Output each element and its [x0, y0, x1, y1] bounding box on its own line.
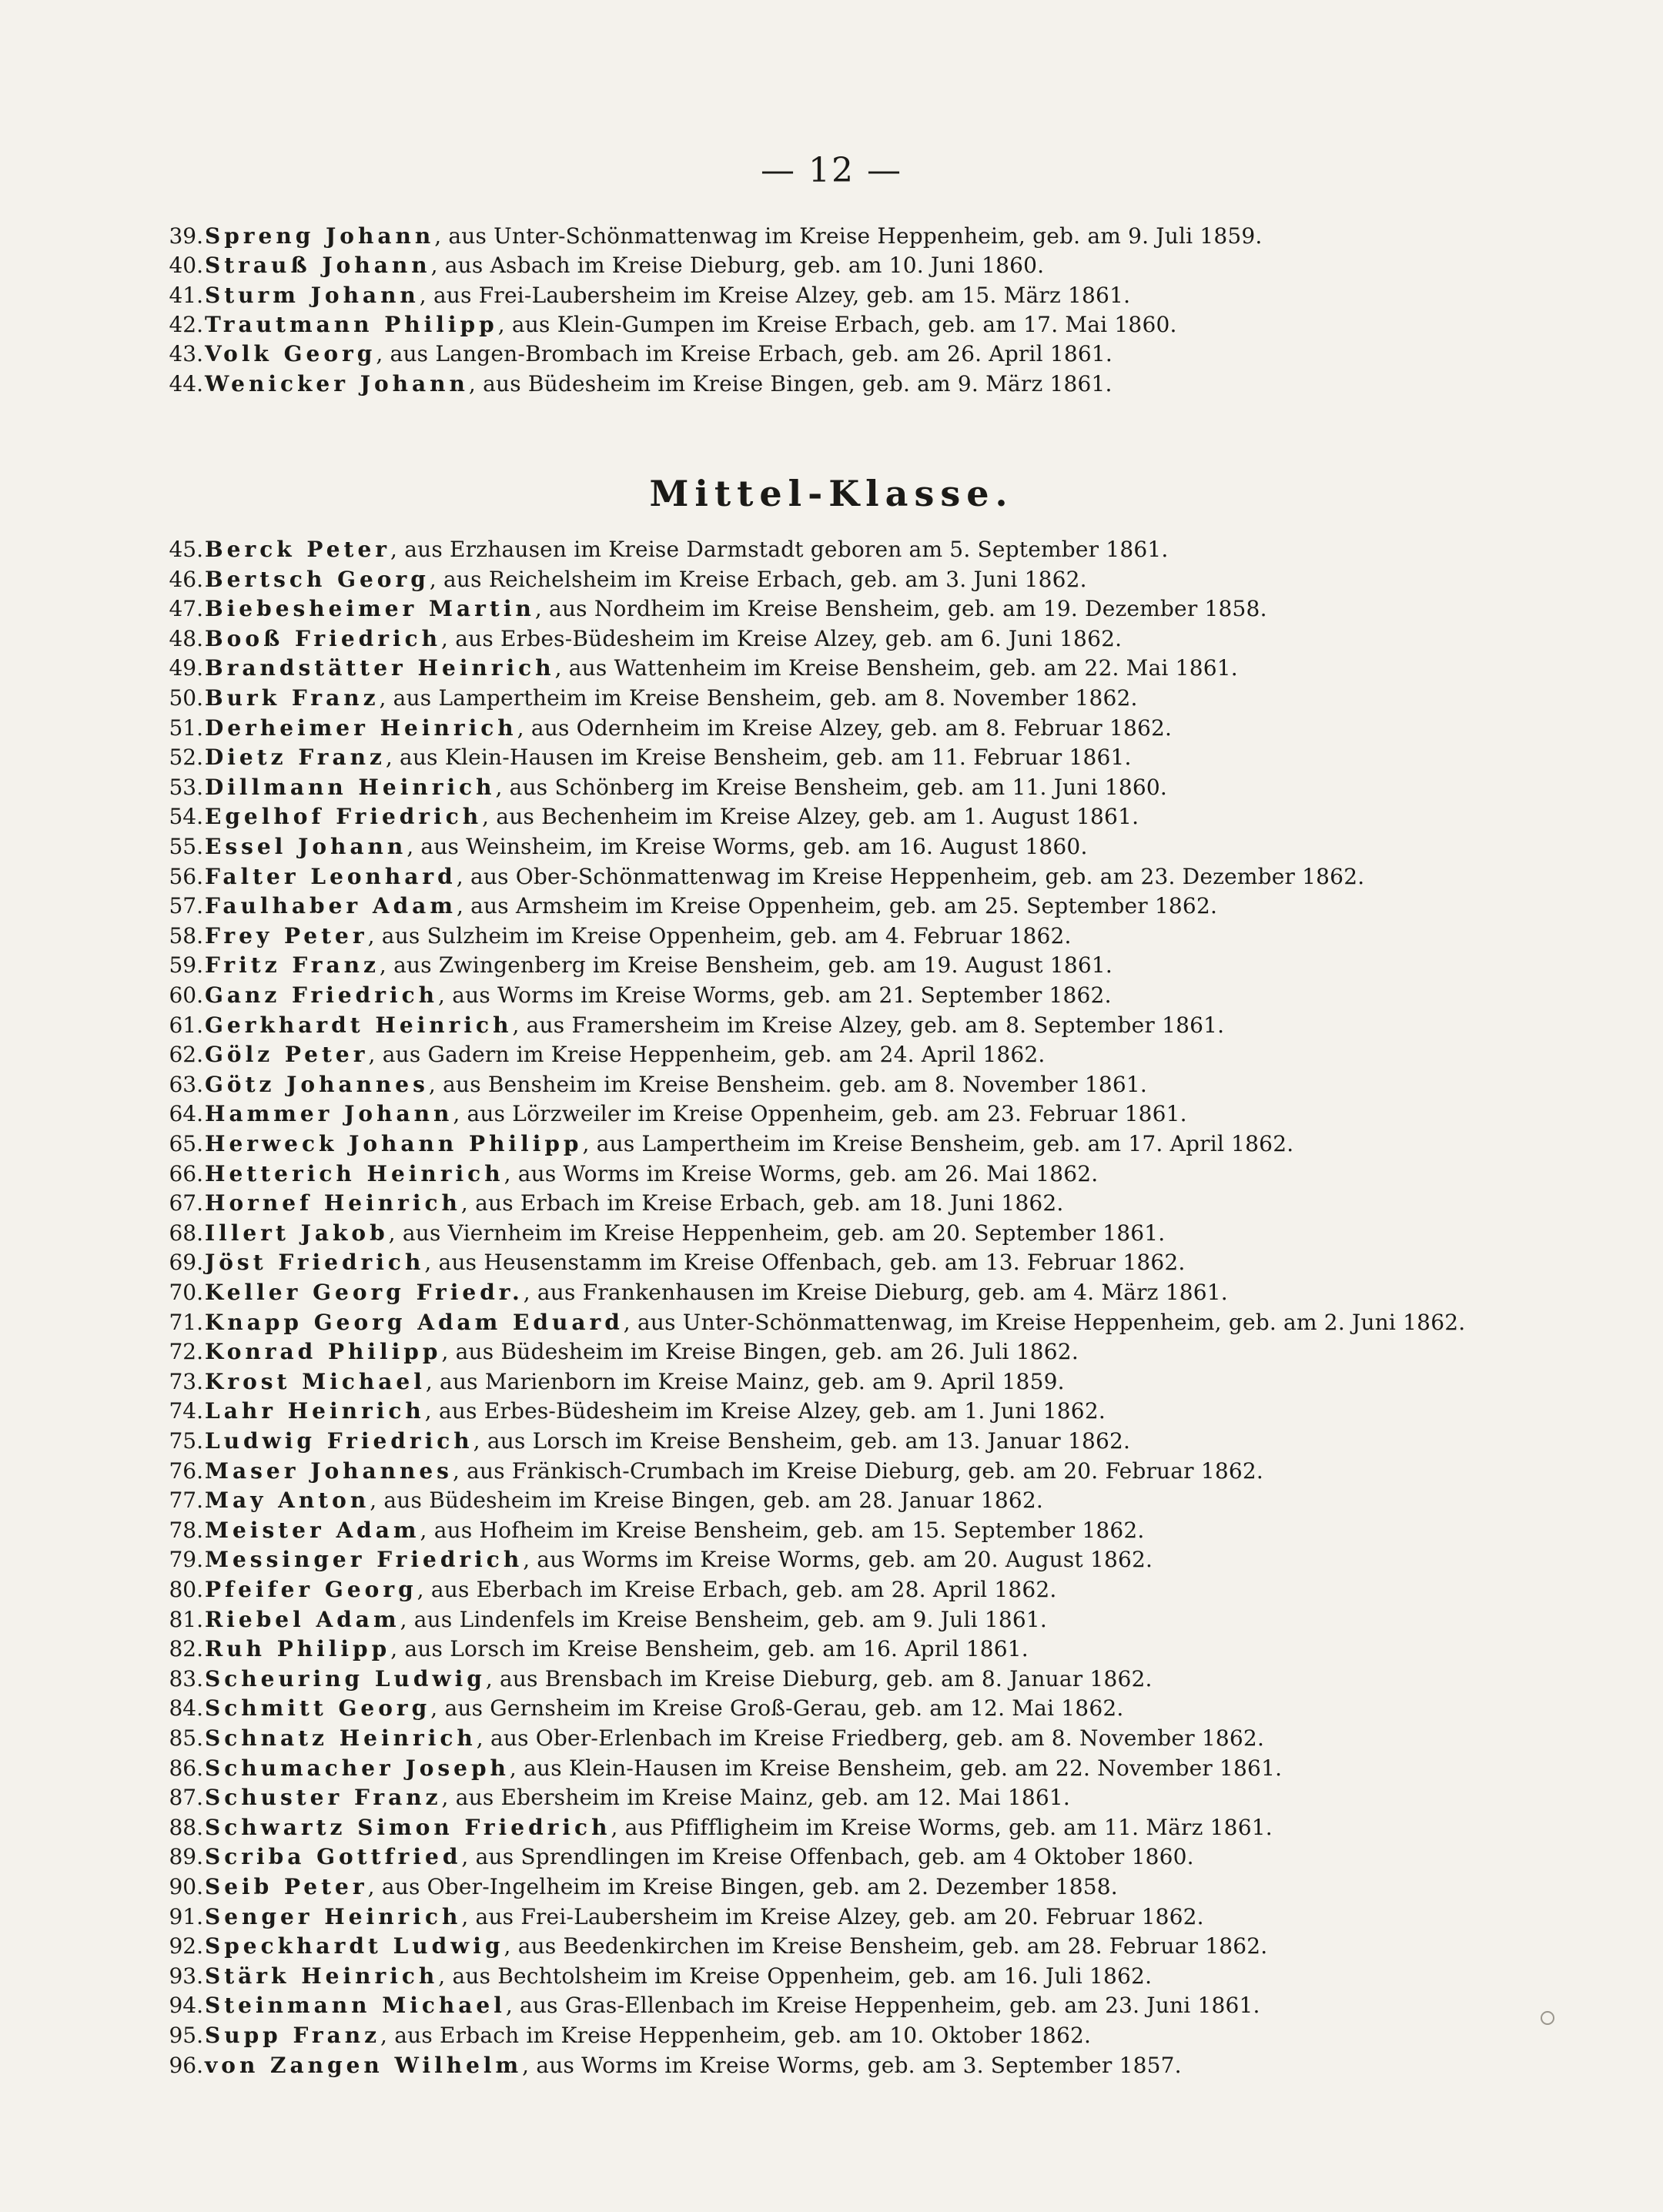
entry-name: Riebel Adam	[205, 1606, 400, 1632]
entry-name: Schmitt Georg	[205, 1695, 431, 1722]
entry-name: Brandstätter Heinrich	[205, 655, 555, 681]
entry-text	[205, 1487, 1043, 1514]
entry-name: Hammer Johann	[205, 1101, 453, 1127]
entry-details: , aus Zwingenberg im Kreise Bensheim, geb. am 19. August 1861.	[379, 952, 1113, 979]
entry-name: May Anton	[205, 1487, 370, 1514]
entry-details: , aus Ebersheim im Kreise Mainz, geb. am 12. Mai 1861.	[441, 1785, 1070, 1811]
entry-text	[205, 566, 1087, 594]
entry-number: 53.	[169, 774, 203, 800]
entry-details: , aus Lorsch im Kreise Bensheim, geb. am 16. April 1861.	[390, 1636, 1029, 1662]
entry-details: , aus Klein-Hausen im Kreise Bensheim, geb. am 11. Februar 1861.	[385, 745, 1132, 771]
entry-name: Strauß Johann	[205, 253, 431, 279]
entry-name: Burk Franz	[205, 685, 380, 711]
entry-name: Scheuring Ludwig	[205, 1665, 486, 1692]
entry-number: 67.	[169, 1190, 203, 1216]
entry-number: 73.	[169, 1368, 203, 1394]
entry-text	[205, 1457, 1263, 1485]
entry-text	[205, 982, 1112, 1009]
entry-number: 65.	[169, 1131, 203, 1156]
entry-number: 87.	[169, 1785, 203, 1811]
entry-name: Sturm Johann	[205, 282, 420, 308]
entry-name: Herweck Johann Philipp	[205, 1131, 583, 1156]
entry-name: Fritz Franz	[205, 952, 380, 979]
entry-number: 83.	[169, 1665, 203, 1692]
entry-details: , aus Wattenheim im Kreise Bensheim, geb. am 22. Mai 1861.	[554, 655, 1238, 681]
entry-name: Dietz Franz	[205, 745, 386, 771]
entry-name: Jöst Friedrich	[205, 1250, 425, 1276]
entry-number: 70.	[169, 1280, 203, 1305]
entry-details: , aus Unter-Schönmattenwag, im Kreise Heppenheim, geb. am 2. Juni 1862.	[623, 1309, 1466, 1335]
entry-details: , aus Erbes-Büdesheim im Kreise Alzey, geb. am 1. Juni 1862.	[424, 1398, 1106, 1424]
entry-details: , aus Erbach im Kreise Heppenheim, geb. am 10. Oktober 1862.	[380, 2023, 1092, 2048]
entry-text	[205, 370, 1113, 398]
entry-number: 51.	[169, 714, 203, 741]
entry-text	[205, 1635, 1029, 1663]
entry-text	[205, 1903, 1204, 1931]
entry-number: 71.	[169, 1309, 203, 1335]
entry-text	[205, 1249, 1185, 1277]
entry-name: Stärk Heinrich	[205, 1963, 439, 1989]
entry-details: , aus Gadern im Kreise Heppenheim, geb. am 24. April 1862.	[368, 1042, 1046, 1068]
entry-details: , aus Eberbach im Kreise Erbach, geb. am 28. April 1862.	[417, 1577, 1057, 1602]
entry-details: , aus Büdesheim im Kreise Bingen, geb. am 28. Januar 1862.	[370, 1487, 1043, 1514]
entry-details: , aus Lorsch im Kreise Bensheim, geb. am 13. Januar 1862.	[473, 1428, 1131, 1454]
entry-text	[205, 1873, 1118, 1901]
entry-text	[205, 340, 1113, 368]
entry-details: , aus Asbach im Kreise Dieburg, geb. am 10. Juni 1860.	[430, 253, 1045, 279]
entry-details: , aus Armsheim im Kreise Oppenheim, geb. am 25. September 1862.	[456, 893, 1218, 919]
entry-name: Knapp Georg Adam Eduard	[205, 1309, 624, 1335]
entry-number: 68.	[169, 1220, 203, 1246]
entry-number: 63.	[169, 1071, 203, 1097]
entry-number: 90.	[169, 1874, 203, 1899]
entry-name: Schumacher Joseph	[205, 1755, 510, 1781]
entry-details: , aus Klein-Gumpen im Kreise Erbach, geb. am 17. Mai 1860.	[497, 311, 1177, 337]
entry-details: , aus Bechenheim im Kreise Alzey, geb. am 1. August 1861.	[482, 804, 1139, 830]
entry-text	[205, 223, 1263, 250]
entry-number: 72.	[169, 1339, 203, 1365]
entry-text	[205, 1397, 1106, 1425]
entry-text	[205, 744, 1132, 771]
entry-name: Steinmann Michael	[205, 1993, 506, 2019]
entry-text	[205, 922, 1072, 950]
entry-number: 62.	[169, 1042, 203, 1068]
entry-text	[205, 1100, 1187, 1128]
entry-number: 92.	[169, 1933, 203, 1959]
entry-text	[205, 1309, 1465, 1337]
entry-name: Gerkhardt Heinrich	[205, 1012, 513, 1038]
entry-text	[205, 1784, 1070, 1812]
entry-details: , aus Sulzheim im Kreise Oppenheim, geb. am 4. Februar 1862.	[367, 922, 1072, 949]
entry-number: 93.	[169, 1963, 203, 1989]
entry-name: Spreng Johann	[205, 223, 435, 249]
entry-details: , aus Odernheim im Kreise Alzey, geb. am 8. Februar 1862.	[517, 714, 1173, 741]
entry-name: Illert Jakob	[205, 1220, 389, 1246]
entry-name: Gölz Peter	[205, 1042, 369, 1068]
entry-name: Schuster Franz	[205, 1785, 442, 1811]
entry-details: , aus Weinsheim, im Kreise Worms, geb. am 16. August 1860.	[407, 834, 1088, 859]
entry-number: 55.	[169, 834, 203, 859]
entry-number: 56.	[169, 863, 203, 889]
entry-name: Keller Georg Friedr.	[205, 1280, 524, 1305]
entry-details: , aus Frei-Laubersheim im Kreise Alzey, geb. am 20. Februar 1862.	[461, 1903, 1204, 1929]
entry-details: , aus Unter-Schönmattenwag im Kreise Heppenheim, geb. am 9. Juli 1859.	[434, 223, 1263, 249]
entry-number: 50.	[169, 685, 203, 711]
entry-text	[205, 1190, 1064, 1217]
entry-text	[205, 2022, 1091, 2050]
entry-name: Ganz Friedrich	[205, 982, 439, 1008]
entry-number: 41.	[169, 282, 203, 308]
entry-number: 48.	[169, 625, 203, 651]
entry-name: Falter Leonhard	[205, 863, 457, 889]
entry-name: Biebesheimer Martin	[205, 596, 535, 622]
entry-details: , aus Worms im Kreise Worms, geb. am 3. September 1857.	[522, 2052, 1182, 2078]
entry-text	[205, 1725, 1264, 1752]
entry-name: Konrad Philipp	[205, 1339, 442, 1365]
entry-number: 59.	[169, 952, 203, 979]
entry-number: 77.	[169, 1487, 203, 1514]
entry-number: 69.	[169, 1250, 203, 1276]
entry-number: 76.	[169, 1457, 203, 1484]
entry-number: 88.	[169, 1814, 203, 1840]
entry-name: Dillmann Heinrich	[205, 774, 496, 800]
entry-text	[205, 1755, 1282, 1782]
entry-number: 44.	[169, 370, 203, 397]
entry-name: Trautmann Philipp	[205, 311, 498, 337]
entry-text	[205, 595, 1267, 623]
entry-details: , aus Brensbach im Kreise Dieburg, geb. am 8. Januar 1862.	[485, 1665, 1153, 1692]
entry-number: 75.	[169, 1428, 203, 1454]
entry-name: Essel Johann	[205, 834, 407, 859]
entry-text	[205, 1963, 1152, 1990]
entry-details: , aus Schönberg im Kreise Bensheim, geb. am 11. Juni 1860.	[495, 774, 1168, 800]
entry-details: , aus Lörzweiler im Kreise Oppenheim, geb. am 23. Februar 1861.	[453, 1101, 1187, 1127]
entry-number: 95.	[169, 2023, 203, 2048]
paper-punch-mark	[1541, 2011, 1554, 2025]
entry-details: , aus Ober-Ingelheim im Kreise Bingen, geb. am 2. Dezember 1858.	[367, 1874, 1118, 1899]
entry-number: 45.	[169, 537, 203, 562]
entry-number: 42.	[169, 311, 203, 337]
entry-text	[205, 1427, 1130, 1455]
entry-text	[205, 1279, 1228, 1307]
entry-number: 85.	[169, 1725, 203, 1751]
entry-name: Schnatz Heinrich	[205, 1725, 477, 1751]
entry-name: Speckhardt Ludwig	[205, 1933, 504, 1959]
entry-details: , aus Frei-Laubersheim im Kreise Alzey, geb. am 15. März 1861.	[419, 282, 1131, 308]
entry-details: , aus Worms im Kreise Worms, geb. am 21. September 1862.	[438, 982, 1112, 1008]
entry-text	[205, 833, 1088, 861]
entry-details: , aus Frankenhausen im Kreise Dieburg, geb. am 4. März 1861.	[523, 1280, 1228, 1305]
entry-text	[205, 1546, 1153, 1574]
entry-text	[205, 1012, 1224, 1039]
entry-text	[205, 1130, 1293, 1158]
entry-number: 66.	[169, 1160, 203, 1186]
entry-name: Volk Georg	[205, 341, 376, 367]
section-heading: Mittel-Klasse.	[649, 473, 1014, 514]
entry-details: , aus Erbach im Kreise Erbach, geb. am 18. Juni 1862.	[460, 1190, 1064, 1216]
entry-details: , aus Büdesheim im Kreise Bingen, geb. am 9. März 1861.	[468, 370, 1113, 397]
entry-text	[205, 1606, 1047, 1634]
entry-details: , aus Framersheim im Kreise Alzey, geb. am 8. September 1861.	[512, 1012, 1225, 1038]
entry-details: , aus Klein-Hausen im Kreise Bensheim, geb. am 22. November 1861.	[509, 1755, 1283, 1781]
entry-name: Booß Friedrich	[205, 625, 442, 651]
entry-details: , aus Lindenfels im Kreise Bensheim, geb. am 9. Juli 1861.	[400, 1606, 1047, 1632]
entry-text	[205, 892, 1217, 920]
entry-text	[205, 1220, 1165, 1247]
entry-details: , aus Langen-Brombach im Kreise Erbach, geb. am 26. April 1861.	[376, 341, 1113, 367]
entry-name: Egelhof Friedrich	[205, 804, 483, 830]
entry-number: 49.	[169, 655, 203, 681]
entry-name: Frey Peter	[205, 922, 368, 949]
entry-number: 78.	[169, 1517, 203, 1543]
entry-name: von Zangen Wilhelm	[205, 2052, 523, 2078]
entry-number: 94.	[169, 1993, 203, 2019]
entry-details: , aus Beedenkirchen im Kreise Bensheim, geb. am 28. Februar 1862.	[504, 1933, 1268, 1959]
entry-text	[205, 2052, 1182, 2080]
entry-number: 40.	[169, 253, 203, 279]
entry-details: , aus Ober-Erlenbach im Kreise Friedberg, geb. am 8. November 1862.	[476, 1725, 1265, 1751]
entry-number: 91.	[169, 1903, 203, 1929]
entry-details: , aus Gernsheim im Kreise Groß-Gerau, geb. am 12. Mai 1862.	[430, 1695, 1124, 1722]
entry-number: 64.	[169, 1101, 203, 1127]
entry-details: , aus Heusenstamm im Kreise Offenbach, geb. am 13. Februar 1862.	[424, 1250, 1186, 1276]
entry-name: Berck Peter	[205, 537, 391, 562]
entry-number: 86.	[169, 1755, 203, 1781]
entry-name: Messinger Friedrich	[205, 1547, 524, 1573]
entry-details: , aus Ober-Schönmattenwag im Kreise Heppenheim, geb. am 23. Dezember 1862.	[456, 863, 1365, 889]
entry-text	[205, 1517, 1145, 1544]
entry-text	[205, 1992, 1260, 2020]
entry-details: , aus Lampertheim im Kreise Bensheim, geb. am 17. April 1862.	[582, 1131, 1294, 1156]
entry-text	[205, 1665, 1153, 1693]
entry-name: Meister Adam	[205, 1517, 420, 1543]
entry-details: , aus Marienborn im Kreise Mainz, geb. am 9. April 1859.	[425, 1368, 1065, 1394]
entry-number: 82.	[169, 1636, 203, 1662]
entry-name: Supp Franz	[205, 2023, 381, 2048]
entry-text	[205, 625, 1122, 653]
entry-text	[205, 714, 1172, 742]
entry-name: Krost Michael	[205, 1368, 426, 1394]
entry-text	[205, 1160, 1098, 1188]
entry-name: Seib Peter	[205, 1874, 368, 1899]
entry-name: Götz Johannes	[205, 1071, 429, 1097]
entry-text	[205, 1071, 1147, 1099]
entry-text	[205, 684, 1138, 712]
entry-text	[205, 282, 1130, 310]
entry-details: , aus Erzhausen im Kreise Darmstadt geboren am 5. September 1861.	[390, 537, 1169, 562]
entry-details: , aus Reichelsheim im Kreise Erbach, geb. am 3. Juni 1862.	[429, 566, 1087, 592]
entry-number: 58.	[169, 922, 203, 949]
entry-number: 52.	[169, 745, 203, 771]
entry-details: , aus Worms im Kreise Worms, geb. am 20. August 1862.	[523, 1547, 1153, 1573]
entry-details: , aus Gras-Ellenbach im Kreise Heppenheim, geb. am 23. Juni 1861.	[505, 1993, 1260, 2019]
entry-text	[205, 1695, 1123, 1722]
entry-name: Maser Johannes	[205, 1457, 453, 1484]
entry-number: 61.	[169, 1012, 203, 1038]
entry-name: Schwartz Simon Friedrich	[205, 1814, 611, 1840]
entry-name: Wenicker Johann	[205, 370, 469, 397]
entry-name: Ludwig Friedrich	[205, 1428, 473, 1454]
entry-number: 80.	[169, 1577, 203, 1602]
entry-text	[205, 252, 1044, 279]
entry-name: Hornef Heinrich	[205, 1190, 461, 1216]
entry-number: 84.	[169, 1695, 203, 1722]
entry-text	[205, 952, 1113, 979]
entry-text	[205, 1843, 1194, 1871]
entry-text	[205, 654, 1238, 682]
entry-number: 79.	[169, 1547, 203, 1573]
entry-number: 54.	[169, 804, 203, 830]
entry-text	[205, 1338, 1079, 1366]
entry-number: 60.	[169, 982, 203, 1008]
entry-details: , aus Bechtolsheim im Kreise Oppenheim, geb. am 16. Juli 1862.	[438, 1963, 1153, 1989]
entry-name: Hetterich Heinrich	[205, 1160, 504, 1186]
entry-number: 81.	[169, 1606, 203, 1632]
entry-name: Lahr Heinrich	[205, 1398, 425, 1424]
entry-name: Bertsch Georg	[205, 566, 430, 592]
entry-name: Senger Heinrich	[205, 1903, 462, 1929]
entry-text	[205, 863, 1364, 891]
entry-number: 57.	[169, 893, 203, 919]
entry-number: 96.	[169, 2052, 203, 2078]
entry-name: Pfeifer Georg	[205, 1577, 417, 1602]
entry-name: Scriba Gottfried	[205, 1844, 462, 1870]
entry-details: , aus Büdesheim im Kreise Bingen, geb. am 26. Juli 1862.	[441, 1339, 1079, 1365]
entry-name: Faulhaber Adam	[205, 893, 457, 919]
entry-details: , aus Worms im Kreise Worms, geb. am 26. Mai 1862.	[504, 1160, 1099, 1186]
entry-number: 74.	[169, 1398, 203, 1424]
entry-details: , aus Pfiffligheim im Kreise Worms, geb. am 11. März 1861.	[611, 1814, 1273, 1840]
entry-number: 39.	[169, 223, 203, 249]
entry-details: , aus Fränkisch-Crumbach im Kreise Dieburg, geb. am 20. Februar 1862.	[452, 1457, 1264, 1484]
entry-details: , aus Bensheim im Kreise Bensheim. geb. am 8. November 1861.	[428, 1071, 1147, 1097]
entry-text	[205, 1041, 1046, 1069]
entry-text	[205, 536, 1169, 564]
entry-text	[205, 774, 1167, 801]
entry-text	[205, 1368, 1065, 1396]
entry-text	[205, 1933, 1267, 1960]
entry-details: , aus Viernheim im Kreise Heppenheim, geb. am 20. September 1861.	[388, 1220, 1166, 1246]
entry-details: , aus Sprendlingen im Kreise Offenbach, geb. am 4 Oktober 1860.	[461, 1844, 1194, 1870]
entry-number: 89.	[169, 1844, 203, 1870]
entry-text	[205, 311, 1177, 339]
entry-details: , aus Nordheim im Kreise Bensheim, geb. am 19. Dezember 1858.	[534, 596, 1267, 622]
entry-name: Derheimer Heinrich	[205, 714, 517, 741]
entry-text	[205, 803, 1139, 831]
entry-number: 47.	[169, 596, 203, 622]
entry-number: 46.	[169, 566, 203, 592]
entry-details: , aus Erbes-Büdesheim im Kreise Alzey, geb. am 6. Juni 1862.	[441, 625, 1123, 651]
entry-text	[205, 1576, 1057, 1604]
page-number: — 12 —	[761, 151, 902, 190]
entry-details: , aus Hofheim im Kreise Bensheim, geb. am 15. September 1862.	[420, 1517, 1145, 1543]
entry-name: Ruh Philipp	[205, 1636, 391, 1662]
entry-details: , aus Lampertheim im Kreise Bensheim, geb. am 8. November 1862.	[379, 685, 1138, 711]
entry-number: 43.	[169, 341, 203, 367]
entry-text	[205, 1814, 1273, 1842]
